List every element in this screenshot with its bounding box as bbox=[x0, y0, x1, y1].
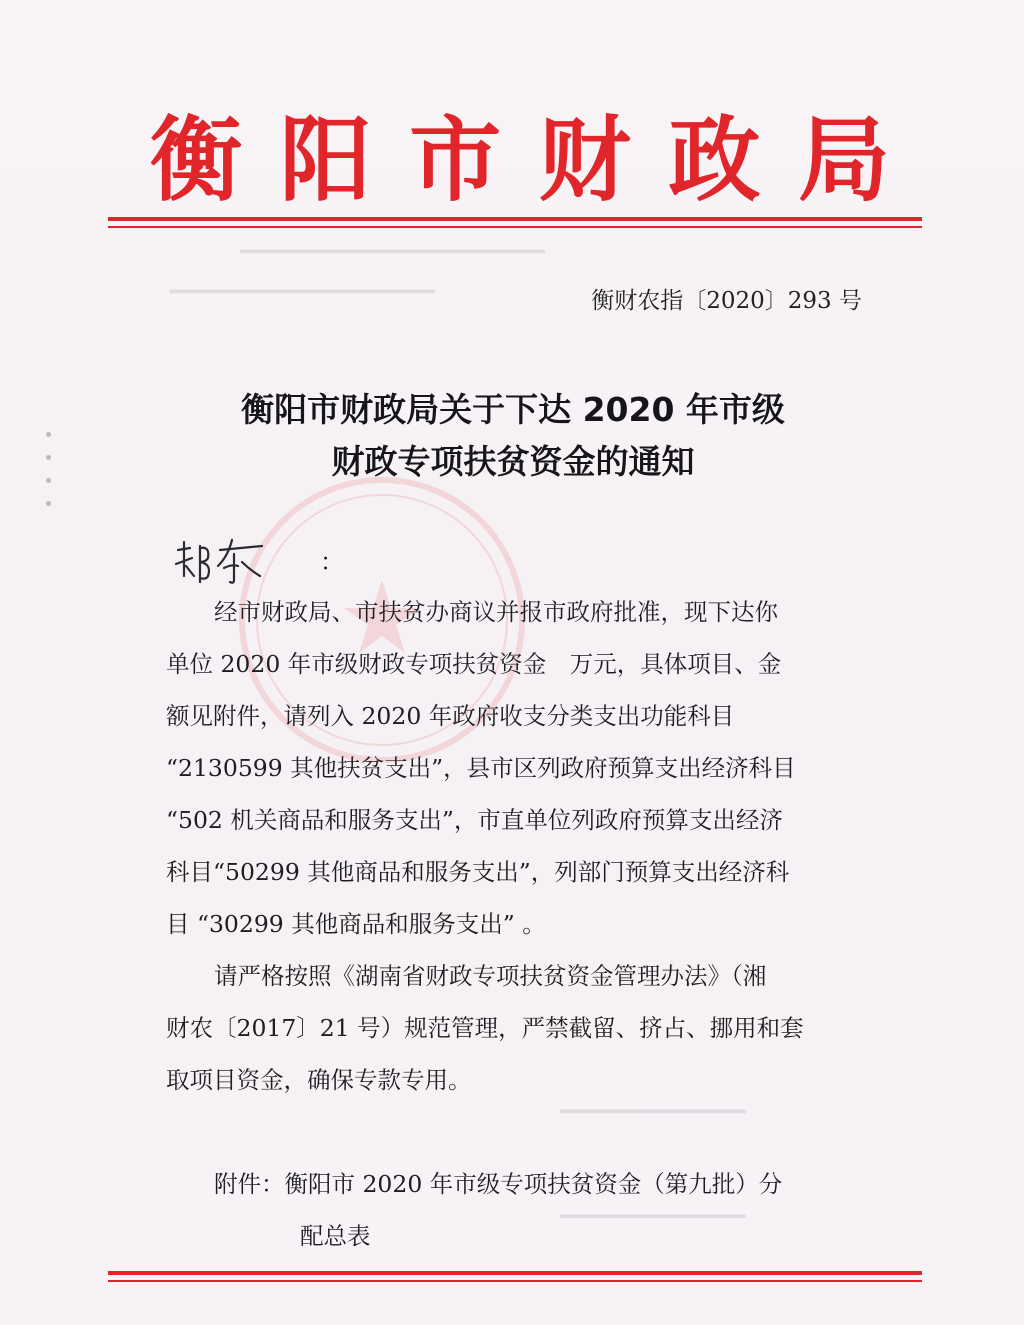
body-paragraph-2 bbox=[166, 950, 862, 1106]
paragraph-line bbox=[166, 1002, 862, 1054]
document-title-line-2: 财政专项扶贫资金的通知 bbox=[331, 442, 695, 481]
binding-hole bbox=[46, 455, 51, 460]
footer-divider-thick bbox=[108, 1271, 922, 1275]
bleed-through-text: ━━━━━━━━━━━━━━ bbox=[560, 1100, 746, 1125]
agency-char: 政 bbox=[668, 106, 761, 214]
paragraph-line bbox=[166, 1054, 862, 1106]
line-text: 财农〔2017〕21 号）规范管理，严禁截留、挤占、挪用和套 bbox=[166, 1014, 804, 1042]
bleed-through-text: ━━━━━━━━━━━━━━━━━━━━━━━ bbox=[240, 240, 545, 265]
binding-hole bbox=[46, 501, 51, 506]
line-text: 额见附件，请列入 2020 年政府收支分类支出功能科目 bbox=[166, 702, 735, 730]
attachment-text: 配总表 bbox=[300, 1222, 371, 1250]
paragraph-line bbox=[166, 690, 862, 742]
line-text: 目 “30299 其他商品和服务支出” 。 bbox=[166, 910, 546, 938]
paragraph-line bbox=[166, 586, 862, 638]
line-text: 取项目资金，确保专款专用。 bbox=[166, 1066, 472, 1094]
line-text: “502 机关商品和服务支出”，市直单位列政府预算支出经济 bbox=[166, 806, 783, 834]
agency-header bbox=[150, 105, 890, 215]
attachment-line bbox=[166, 1210, 862, 1262]
body-paragraph-1 bbox=[166, 586, 862, 950]
attachment-text: 附件：衡阳市 2020 年市级专项扶贫资金（第九批）分 bbox=[214, 1170, 783, 1198]
paragraph-line bbox=[166, 794, 862, 846]
agency-char: 衡 bbox=[150, 106, 243, 214]
line-text: 单位 2020 年市级财政专项扶贫资金 万元，具体项目、金 bbox=[166, 650, 782, 678]
agency-char: 财 bbox=[538, 106, 631, 214]
paragraph-line bbox=[166, 898, 862, 950]
document-title-line-1: 衡阳市财政局关于下达 2020 年市级 bbox=[241, 390, 785, 429]
line-text: 科目“50299 其他商品和服务支出”，列部门预算支出经济科 bbox=[166, 858, 790, 886]
bleed-through-text: ━━━━━━━━━━━━━━━━━━━━ bbox=[170, 280, 435, 305]
attachment-line bbox=[166, 1158, 862, 1210]
addressee-colon: ： bbox=[320, 548, 344, 576]
attachment-note bbox=[166, 1158, 862, 1262]
agency-char: 局 bbox=[797, 106, 890, 214]
paragraph-line bbox=[166, 846, 862, 898]
header-divider-thin bbox=[108, 226, 922, 228]
footer-divider-thin bbox=[108, 1280, 922, 1282]
line-text: 请严格按照《湖南省财政专项扶贫资金管理办法》（湘 bbox=[214, 962, 767, 990]
paragraph-line bbox=[166, 950, 862, 1002]
binding-hole bbox=[46, 432, 51, 437]
line-text: 经市财政局、市扶贫办商议并报市政府批准，现下达你 bbox=[214, 598, 778, 626]
paragraph-line bbox=[166, 742, 862, 794]
handwritten-signature bbox=[172, 536, 268, 588]
agency-char: 阳 bbox=[279, 106, 372, 214]
header-divider-thick bbox=[108, 217, 922, 221]
bleed-through-text: ━━━━━━━━━━━━━━ bbox=[560, 1205, 746, 1230]
line-text: “2130599 其他扶贫支出”，县市区列政府预算支出经济科目 bbox=[166, 754, 796, 782]
agency-char: 市 bbox=[409, 106, 502, 214]
paragraph-line bbox=[166, 638, 862, 690]
binding-hole bbox=[46, 478, 51, 483]
document-number: 衡财农指〔2020〕293 号 bbox=[591, 288, 862, 314]
